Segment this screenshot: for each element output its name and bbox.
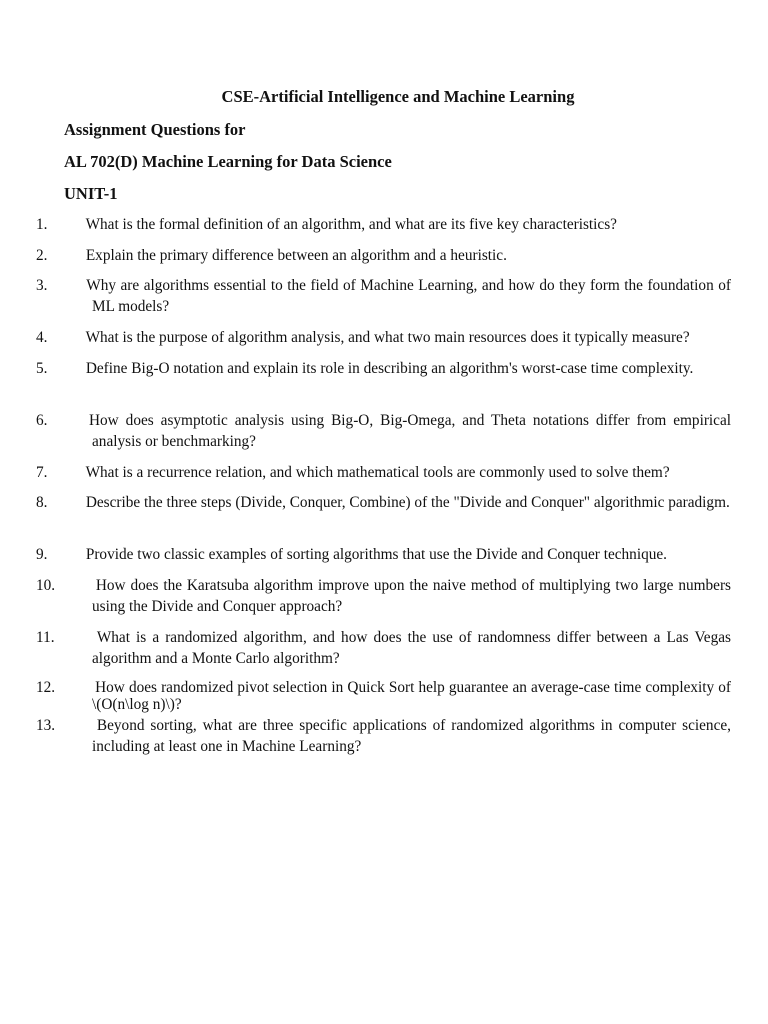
question-text: What is the purpose of algorithm analysis, and what two main resources does it typically measure? — [85, 329, 690, 346]
question-item — [36, 245, 731, 266]
question-item — [36, 462, 731, 483]
question-text: What is a randomized algorithm, and how does the use of randomness differ between a Las Vegas algorithm and a Monte Carlo algorithm? — [92, 629, 731, 667]
question-item — [36, 327, 731, 348]
question-item — [36, 627, 731, 669]
question-text: Provide two classic examples of sorting algorithms that use the Divide and Conquer technique. — [85, 546, 667, 563]
question-text: Describe the three steps (Divide, Conquer, Combine) of the "Divide and Conquer" algorithmic paradigm. — [85, 494, 730, 511]
question-text: Explain the primary difference between an algorithm and a heuristic. — [85, 247, 507, 264]
question-item — [36, 679, 732, 713]
question-number: 2. — [36, 247, 48, 264]
question-item — [36, 410, 731, 452]
question-number: 8. — [36, 494, 48, 511]
question-number: 5. — [36, 360, 48, 377]
question-item — [36, 275, 731, 317]
question-number: 13. — [36, 717, 56, 734]
question-number: 12. — [36, 679, 56, 696]
question-number: 10. — [36, 577, 56, 594]
question-item — [36, 358, 731, 379]
question-text: What is the formal definition of an algorithm, and what are its five key characteristics? — [85, 216, 617, 233]
question-number: 4. — [36, 329, 48, 346]
question-item — [36, 575, 731, 617]
question-item — [36, 544, 731, 565]
question-number: 3. — [36, 277, 48, 294]
document-title: CSE-Artificial Intelligence and Machine Learning — [221, 87, 575, 106]
question-text: What is a recurrence relation, and which mathematical tools are commonly used to solve them? — [85, 464, 670, 481]
question-number: 11. — [36, 629, 55, 646]
course-heading: AL 702(D) Machine Learning for Data Science — [64, 152, 392, 171]
question-number: 9. — [36, 546, 48, 563]
question-item — [36, 715, 731, 757]
question-text: How does asymptotic analysis using Big-O, Big-Omega, and Theta notations differ from empirical analysis or benchmarking? — [88, 412, 731, 450]
question-text: Define Big-O notation and explain its role in describing an algorithm's worst-case time complexity. — [85, 360, 694, 377]
question-text: Beyond sorting, what are three specific applications of randomized algorithms in computer science, including at least one in Machine Learning? — [92, 717, 731, 755]
question-number: 1. — [36, 216, 48, 233]
question-item — [36, 492, 731, 513]
question-number: 7. — [36, 464, 48, 481]
assignment-heading: Assignment Questions for — [64, 120, 246, 139]
question-number: 6. — [36, 412, 48, 429]
question-text: Why are algorithms essential to the field of Machine Learning, and how do they form the foundation of ML models? — [86, 277, 731, 315]
unit-heading: UNIT-1 — [64, 184, 118, 203]
question-item — [36, 214, 731, 235]
question-text: How does the Karatsuba algorithm improve upon the naive method of multiplying two large numbers using the Divide and Conquer approach? — [92, 577, 731, 615]
question-text: How does randomized pivot selection in Quick Sort help guarantee an average-case time complexity of \(O(n\log n)\)? — [92, 679, 732, 713]
